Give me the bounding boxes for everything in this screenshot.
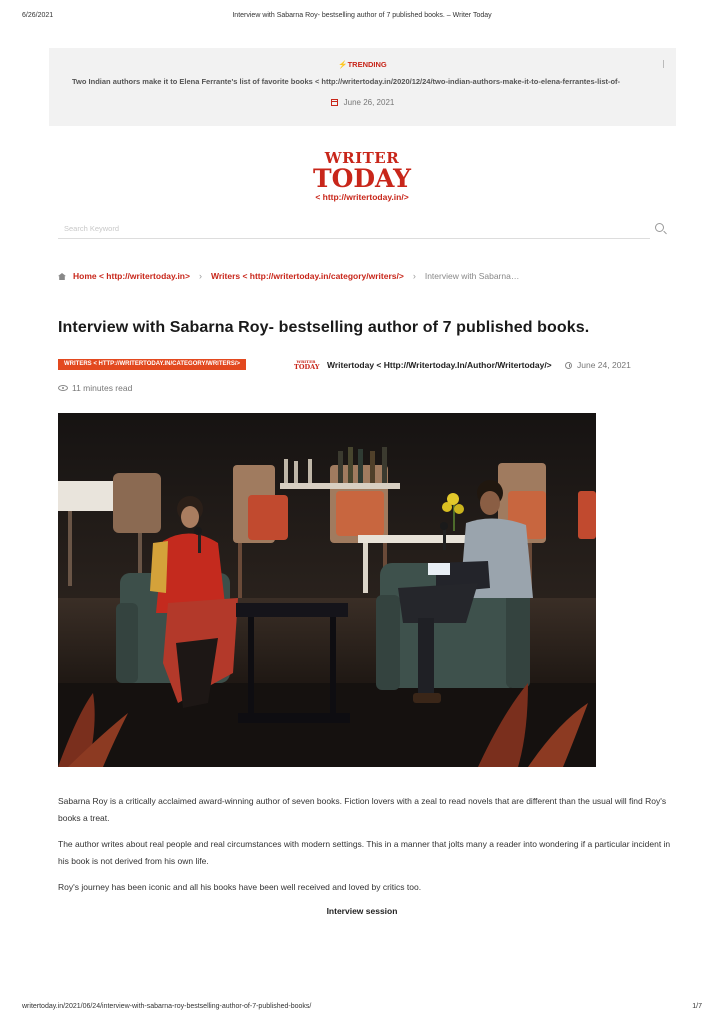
article-title: Interview with Sabarna Roy- bestselling author of 7 published books.	[58, 319, 590, 336]
trending-scroll-divider	[663, 60, 664, 68]
trending-label: ⚡TRENDING	[338, 60, 387, 69]
trending-bar	[49, 48, 676, 126]
publish-date: June 24, 2021	[565, 360, 631, 370]
search-input[interactable]	[58, 219, 650, 239]
trending-date: June 26, 2021	[49, 98, 676, 107]
chevron-right-icon: ›	[198, 271, 202, 281]
stage-interview-photo	[58, 413, 596, 767]
logo-url: < http://writertoday.in/>	[315, 192, 409, 202]
print-page-title: Interview with Sabarna Roy- bestselling author of 7 published books. – Writer Today	[232, 12, 492, 19]
clock-icon	[565, 362, 572, 369]
logo-line-today: TODAY	[312, 164, 412, 193]
breadcrumb	[58, 271, 519, 281]
eye-icon	[58, 385, 68, 391]
page-number: 1/7	[692, 1003, 702, 1010]
section-subheading: Interview session	[326, 906, 398, 916]
article-paragraph: Sabarna Roy is a critically acclaimed award-winning author of seven books. Fiction lovers with a zeal to read novels that are different than the usual will find Roy's books a treat.	[58, 796, 667, 823]
search-icon[interactable]	[655, 223, 664, 232]
chevron-right-icon: ›	[412, 271, 416, 281]
article-paragraph: The author writes about real people and real circumstances with modern settings. This in a manner that jolts many a reader into wondering if a particular incident in his book is not derived from his own life.	[58, 839, 671, 866]
read-time: 11 minutes read	[58, 383, 132, 393]
search-bar	[58, 219, 668, 241]
logo-line-writer: WRITER	[324, 149, 400, 167]
author-avatar[interactable]: WRITER TODAY	[294, 359, 320, 371]
site-logo[interactable]	[300, 150, 424, 203]
calendar-icon	[331, 99, 338, 106]
home-icon	[58, 273, 66, 280]
print-date: 6/26/2021	[22, 12, 54, 19]
breadcrumb-current: Interview with Sabarna…	[424, 271, 520, 281]
article-paragraph: Roy's journey has been iconic and all his books have been well received and loved by critics too.	[58, 882, 422, 892]
breadcrumb-category-link[interactable]: Writers < http://writertoday.in/category/writers/>	[210, 271, 404, 281]
article-featured-image	[58, 413, 596, 767]
trending-headline-link[interactable]: Two Indian authors make it to Elena Ferrante's list of favorite books < http://writertoday.in/2020/12/24/two-indian-authors-make-it-to-elena-ferrantes-list-of-	[72, 77, 621, 86]
category-badge[interactable]: WRITERS < HTTP://WRITERTODAY.IN/CATEGORY/WRITERS/>	[58, 359, 246, 370]
breadcrumb-home-link[interactable]: Home < http://writertoday.in>	[73, 271, 190, 281]
print-url: writertoday.in/2021/06/24/interview-with-sabarna-roy-bestselling-author-of-7-published-books/	[22, 1003, 312, 1010]
bolt-icon: ⚡	[338, 60, 348, 69]
article-meta	[58, 358, 678, 372]
author-link[interactable]: Writertoday < Http://Writertoday.In/Author/Writertoday/>	[327, 360, 552, 370]
